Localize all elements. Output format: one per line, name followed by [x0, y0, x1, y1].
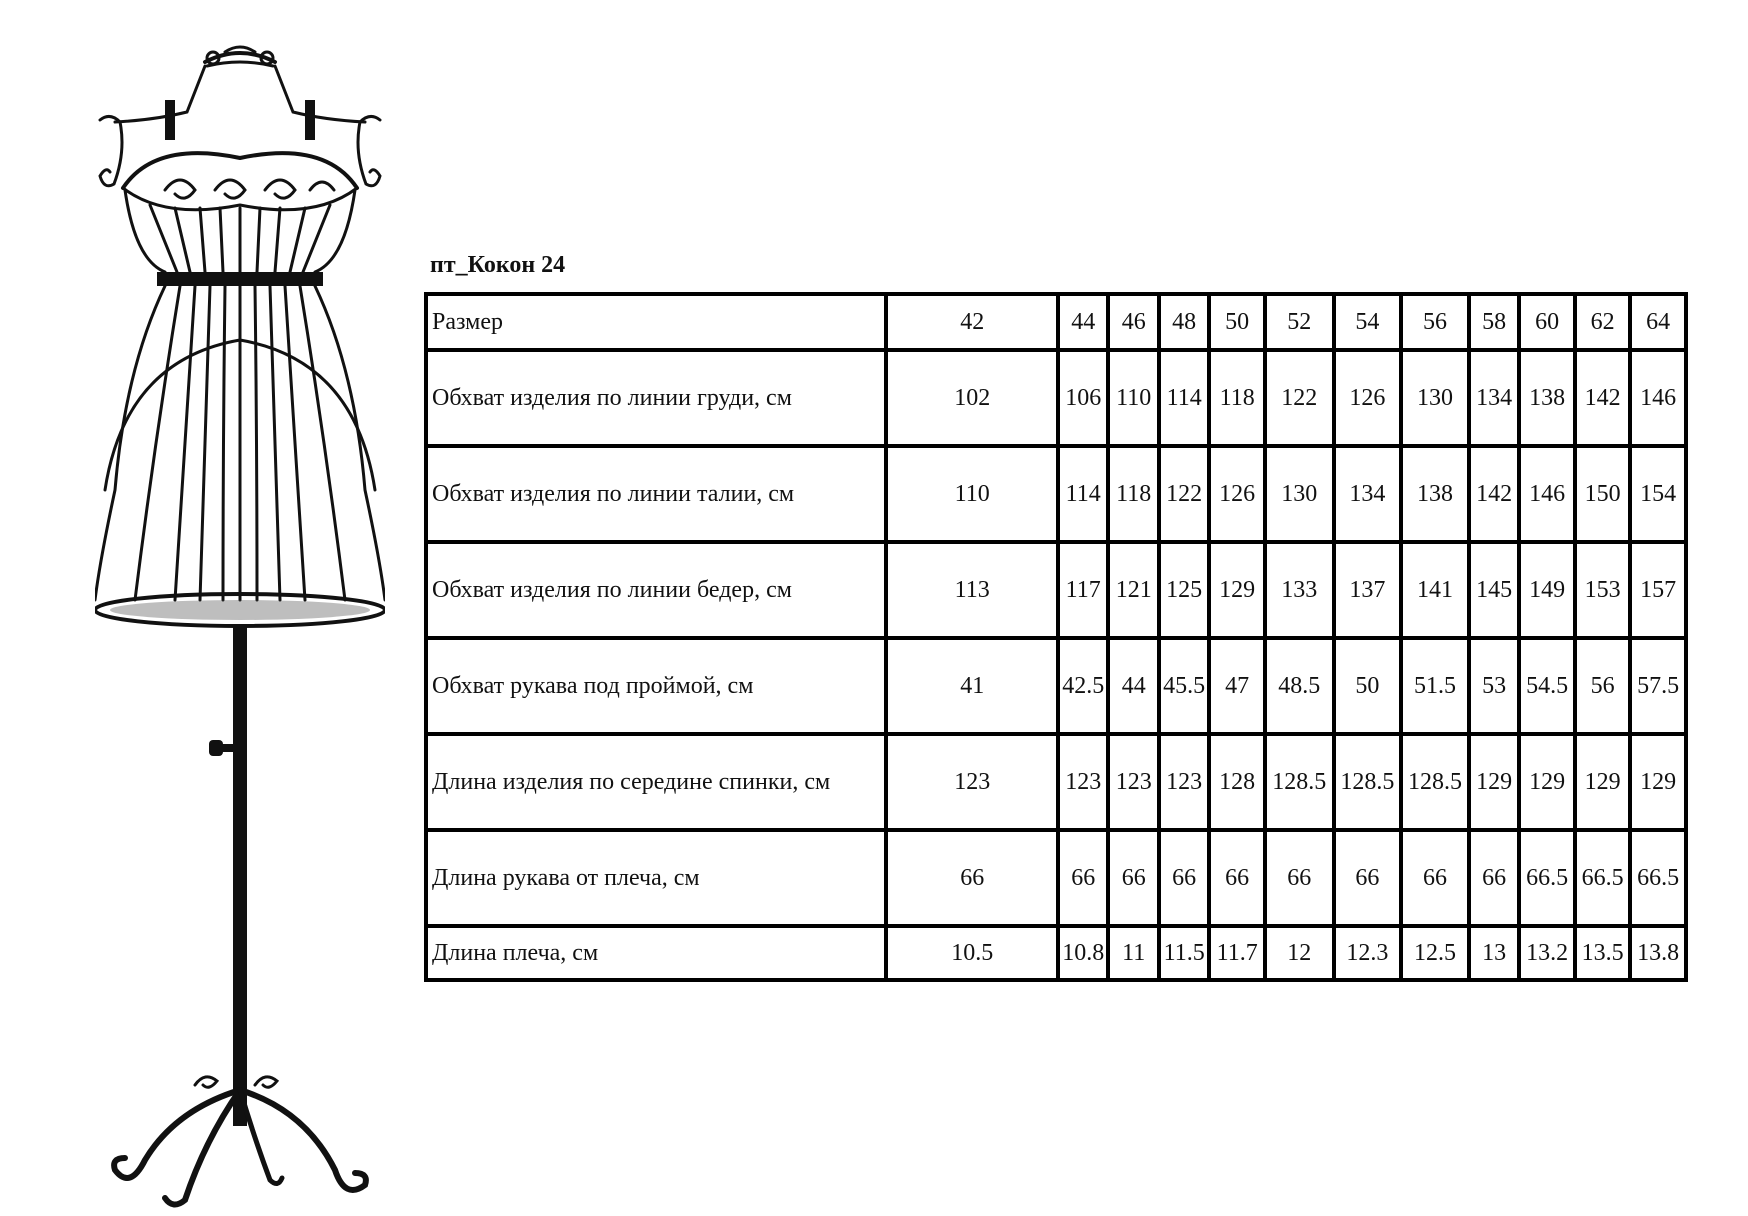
- table-cell: 60: [1519, 294, 1575, 350]
- table-cell: 66: [1401, 830, 1469, 926]
- table-cell: 41: [886, 638, 1058, 734]
- row-label: Обхват изделия по линии бедер, см: [426, 542, 886, 638]
- table-cell: 130: [1401, 350, 1469, 446]
- table-cell: 110: [1108, 350, 1158, 446]
- sleeve-length-row: [426, 830, 1686, 926]
- bust-row: [426, 350, 1686, 446]
- table-cell: 66.5: [1575, 830, 1631, 926]
- table-cell: 66: [1159, 830, 1209, 926]
- table-cell: 56: [1401, 294, 1469, 350]
- table-cell: 62: [1575, 294, 1631, 350]
- table-cell: 122: [1159, 446, 1209, 542]
- row-label: Длина рукава от плеча, см: [426, 830, 886, 926]
- table-cell: 113: [886, 542, 1058, 638]
- table-cell: 51.5: [1401, 638, 1469, 734]
- table-cell: 123: [1108, 734, 1158, 830]
- table-cell: 48.5: [1265, 638, 1334, 734]
- row-label: Размер: [426, 294, 886, 350]
- table-cell: 42: [886, 294, 1058, 350]
- table-cell: 117: [1058, 542, 1108, 638]
- table-cell: 13.8: [1630, 926, 1686, 980]
- table-cell: 138: [1401, 446, 1469, 542]
- table-cell: 57.5: [1630, 638, 1686, 734]
- table-cell: 123: [1159, 734, 1209, 830]
- table-cell: 130: [1265, 446, 1334, 542]
- table-cell: 123: [886, 734, 1058, 830]
- table-cell: 66: [1334, 830, 1402, 926]
- table-cell: 129: [1469, 734, 1519, 830]
- table-cell: 11.5: [1159, 926, 1209, 980]
- table-cell: 141: [1401, 542, 1469, 638]
- table-cell: 114: [1159, 350, 1209, 446]
- table-cell: 11.7: [1209, 926, 1265, 980]
- table-cell: 10.5: [886, 926, 1058, 980]
- table-cell: 128.5: [1401, 734, 1469, 830]
- waist-row: [426, 446, 1686, 542]
- table-cell: 137: [1334, 542, 1402, 638]
- table-title: пт_Кокон 24: [430, 252, 566, 278]
- table-cell: 47: [1209, 638, 1265, 734]
- table-cell: 114: [1058, 446, 1108, 542]
- table-cell: 150: [1575, 446, 1631, 542]
- table-cell: 122: [1265, 350, 1334, 446]
- shoulder-length-row: [426, 926, 1686, 980]
- table-cell: 12.5: [1401, 926, 1469, 980]
- table-cell: 56: [1575, 638, 1631, 734]
- table-cell: 134: [1334, 446, 1402, 542]
- table-cell: 52: [1265, 294, 1334, 350]
- table-cell: 46: [1108, 294, 1158, 350]
- table-cell: 66: [1108, 830, 1158, 926]
- wire-dress-form-mannequin-icon: [95, 40, 385, 1210]
- table-cell: 153: [1575, 542, 1631, 638]
- table-cell: 133: [1265, 542, 1334, 638]
- table-cell: 12.3: [1334, 926, 1402, 980]
- table-cell: 66: [1265, 830, 1334, 926]
- size-row: [426, 294, 1686, 350]
- table-cell: 42.5: [1058, 638, 1108, 734]
- table-cell: 44: [1058, 294, 1108, 350]
- table-cell: 129: [1209, 542, 1265, 638]
- back-length-row: [426, 734, 1686, 830]
- size-chart-table: [424, 292, 1688, 982]
- table-cell: 106: [1058, 350, 1108, 446]
- table-cell: 66: [1058, 830, 1108, 926]
- row-label: Обхват рукава под проймой, см: [426, 638, 886, 734]
- table-cell: 145: [1469, 542, 1519, 638]
- table-cell: 13.2: [1519, 926, 1575, 980]
- table-cell: 13: [1469, 926, 1519, 980]
- table-cell: 121: [1108, 542, 1158, 638]
- table-cell: 64: [1630, 294, 1686, 350]
- table-cell: 118: [1209, 350, 1265, 446]
- table-cell: 129: [1630, 734, 1686, 830]
- table-cell: 66: [1469, 830, 1519, 926]
- table-cell: 129: [1575, 734, 1631, 830]
- table-cell: 128.5: [1265, 734, 1334, 830]
- table-cell: 142: [1469, 446, 1519, 542]
- table-cell: 54.5: [1519, 638, 1575, 734]
- table-cell: 66: [886, 830, 1058, 926]
- table-cell: 142: [1575, 350, 1631, 446]
- table-cell: 66: [1209, 830, 1265, 926]
- table-cell: 118: [1108, 446, 1158, 542]
- sleeve-girth-row: [426, 638, 1686, 734]
- table-cell: 54: [1334, 294, 1402, 350]
- table-cell: 11: [1108, 926, 1158, 980]
- table-cell: 154: [1630, 446, 1686, 542]
- row-label: Обхват изделия по линии талии, см: [426, 446, 886, 542]
- table-cell: 50: [1209, 294, 1265, 350]
- row-label: Длина плеча, см: [426, 926, 886, 980]
- table-cell: 53: [1469, 638, 1519, 734]
- table-cell: 129: [1519, 734, 1575, 830]
- row-label: Длина изделия по середине спинки, см: [426, 734, 886, 830]
- row-label: Обхват изделия по линии груди, см: [426, 350, 886, 446]
- table-cell: 66.5: [1630, 830, 1686, 926]
- table-cell: 123: [1058, 734, 1108, 830]
- table-cell: 134: [1469, 350, 1519, 446]
- table-cell: 138: [1519, 350, 1575, 446]
- table-cell: 45.5: [1159, 638, 1209, 734]
- table-cell: 13.5: [1575, 926, 1631, 980]
- table-cell: 110: [886, 446, 1058, 542]
- table-cell: 126: [1209, 446, 1265, 542]
- table-cell: 146: [1630, 350, 1686, 446]
- table-cell: 50: [1334, 638, 1402, 734]
- hip-row: [426, 542, 1686, 638]
- table-cell: 58: [1469, 294, 1519, 350]
- table-cell: 66.5: [1519, 830, 1575, 926]
- table-cell: 128.5: [1334, 734, 1402, 830]
- table-cell: 102: [886, 350, 1058, 446]
- table-cell: 146: [1519, 446, 1575, 542]
- table-cell: 44: [1108, 638, 1158, 734]
- table-cell: 126: [1334, 350, 1402, 446]
- table-cell: 12: [1265, 926, 1334, 980]
- table-cell: 128: [1209, 734, 1265, 830]
- table-cell: 48: [1159, 294, 1209, 350]
- table-cell: 125: [1159, 542, 1209, 638]
- table-cell: 157: [1630, 542, 1686, 638]
- table-cell: 149: [1519, 542, 1575, 638]
- table-cell: 10.8: [1058, 926, 1108, 980]
